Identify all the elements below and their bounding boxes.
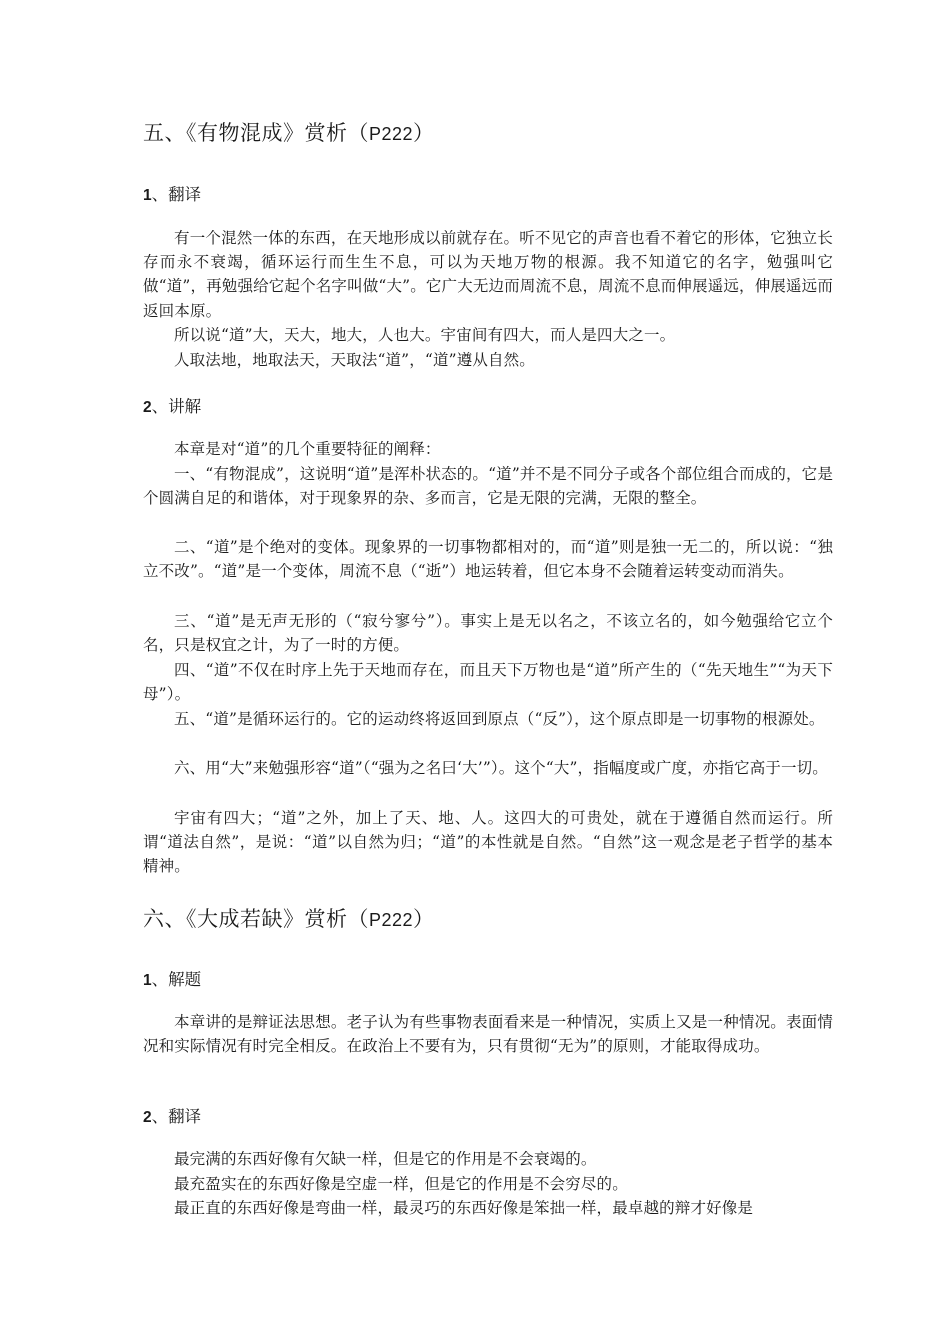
section5-heading-translate: 1、翻译 <box>143 185 202 204</box>
section6-heading-topic: 1、解题 <box>143 970 202 989</box>
section6-translate-para-1: 最完满的东西好像有欠缺一样，但是它的作用是不会衰竭的。 <box>174 1150 597 1168</box>
section5-explain-para-4: 三、“道”是无声无形的（“寂兮寥兮”）。事实上是无以名之，不该立名的，如今勉强给它立个名，只是权宜之计，为了一时的方便。 <box>143 612 833 655</box>
section5-heading-explain: 2、讲解 <box>143 397 202 416</box>
section6-translate-para-3: 最正直的东西好像是弯曲一样，最灵巧的东西好像是笨拙一样，最卓越的辩才好像是 <box>174 1199 754 1217</box>
section5-explain-para-5: 四、“道”不仅在时序上先于天地而存在，而且天下万物也是“道”所产生的（“先天地生”“为天下母”）。 <box>143 661 833 704</box>
section5-translate-para-3: 人取法地，地取法天，天取法“道”，“道”遵从自然。 <box>174 351 535 369</box>
section5-explain-para-3: 二、“道”是个绝对的变体。现象界的一切事物都相对的，而“道”则是独一无二的，所以说：“独立不改”。“道”是一个变体，周流不息（“逝”）地运转着，但它本身不会随着运转变动而消失。 <box>143 538 833 581</box>
section6-title: 六、《大成若缺》赏析（P222） <box>143 907 435 931</box>
section5-translate-para-1: 有一个混然一体的东西，在天地形成以前就存在。听不见它的声音也看不着它的形体，它独立长存而永不衰竭，循环运行而生生不息，可以为天地万物的根源。我不知道它的名字，勉强叫它做“道”，再勉强给它起个名字叫做“大”。它广大无边而周流不息，周流不息而伸展遥远，伸展遥远而返回本原。 <box>143 229 833 320</box>
section5-explain-para-1: 本章是对“道”的几个重要特征的阐释： <box>174 440 441 458</box>
section6-translate-para-2: 最充盈实在的东西好像是空虚一样，但是它的作用是不会穷尽的。 <box>174 1175 628 1193</box>
section5-title: 五、《有物混成》赏析（P222） <box>143 121 435 145</box>
section5-explain-para-2: 一、“有物混成”，这说明“道”是浑朴状态的。“道”并不是不同分子或各个部位组合而成的，它是个圆满自足的和谐体，对于现象界的杂、多而言，它是无限的完满，无限的整全。 <box>143 465 833 508</box>
section5-explain-para-7: 六、用“大”来勉强形容“道”（“强为之名曰‘大’”）。这个“大”，指幅度或广度，亦指它高于一切。 <box>174 759 828 777</box>
section5-explain-para-6: 五、“道”是循环运行的。它的运动终将返回到原点（“反”），这个原点即是一切事物的根源处。 <box>174 710 825 728</box>
section6-topic-para-1: 本章讲的是辩证法思想。老子认为有些事物表面看来是一种情况，实质上又是一种情况。表面情况和实际情况有时完全相反。在政治上不要有为，只有贯彻“无为”的原则，才能取得成功。 <box>143 1013 833 1056</box>
section6-heading-translate: 2、翻译 <box>143 1107 202 1126</box>
section5-explain-para-8: 宇宙有四大；“道”之外，加上了天、地、人。这四大的可贵处，就在于遵循自然而运行。所谓“道法自然”，是说：“道”以自然为归；“道”的本性就是自然。“自然”这一观念是老子哲学的基本精神。 <box>143 809 833 876</box>
section5-translate-para-2: 所以说“道”大，天大，地大，人也大。宇宙间有四大，而人是四大之一。 <box>174 326 676 344</box>
